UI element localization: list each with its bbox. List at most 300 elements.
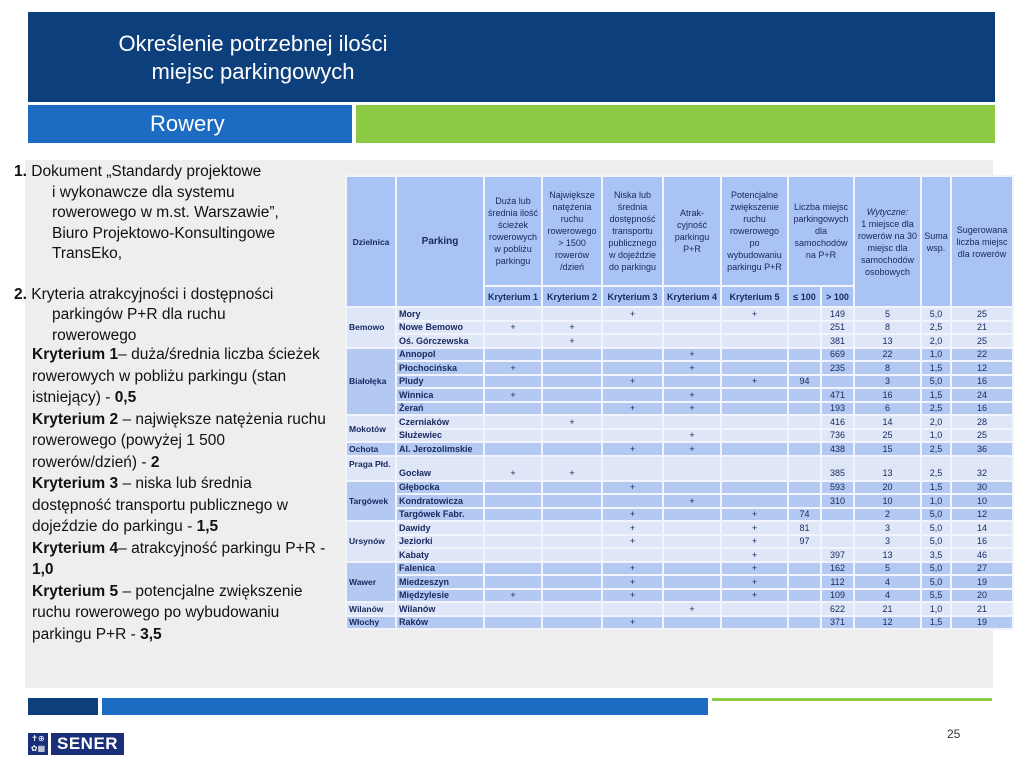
value-cell [663, 375, 721, 389]
criterion-weight: 1,0 [32, 561, 54, 578]
value-cell [663, 589, 721, 603]
parking-cell: Oś. Górczewska [396, 334, 484, 348]
section-label: Rowery [28, 105, 352, 143]
value-cell: + [663, 388, 721, 402]
value-cell: 162 [821, 562, 854, 576]
table-row [346, 521, 1013, 535]
value-cell [721, 348, 788, 362]
table-row [346, 348, 1013, 362]
value-cell: + [721, 589, 788, 603]
value-cell: 5,0 [921, 508, 951, 522]
value-cell: 1,0 [921, 602, 951, 616]
value-cell [542, 521, 602, 535]
text-line: Biuro Projektowo-Konsultingowe [52, 224, 276, 242]
value-cell: + [602, 535, 663, 549]
value-cell: 94 [788, 375, 821, 389]
value-cell: 10 [854, 494, 921, 508]
value-cell [484, 307, 542, 321]
value-cell [484, 616, 542, 630]
table-row [346, 442, 1013, 456]
value-cell [788, 321, 821, 335]
district-cell: Targówek [346, 481, 396, 522]
criterion-text: – potencjalne zwiększenie ruchu rowerowego po wybudowaniu parkingu P+R - [32, 582, 303, 643]
value-cell: 27 [951, 562, 1013, 576]
value-cell: + [721, 548, 788, 562]
text-line [14, 285, 334, 306]
table-row [346, 429, 1013, 443]
value-cell [788, 348, 821, 362]
criterion-weight: 3,5 [140, 625, 162, 643]
value-cell [721, 429, 788, 443]
value-cell: 14 [854, 415, 921, 429]
value-cell: + [484, 321, 542, 335]
value-cell [484, 562, 542, 576]
parking-cell: Winnica [396, 388, 484, 402]
value-cell [542, 548, 602, 562]
header-cell: Największe natężenia ruchu rowerowego > 1500 rowerów /dzień [542, 176, 602, 286]
value-cell [663, 508, 721, 522]
header-cell: Dzielnica [346, 176, 396, 307]
value-cell [542, 361, 602, 375]
value-cell: 46 [951, 548, 1013, 562]
value-cell: 28 [951, 415, 1013, 429]
table-row [346, 321, 1013, 335]
subheader-cell: Kryterium 2 [542, 286, 602, 307]
table-row [346, 415, 1013, 429]
value-cell: + [721, 508, 788, 522]
value-cell [602, 548, 663, 562]
value-cell: 12 [854, 616, 921, 630]
value-cell: 1,5 [921, 361, 951, 375]
value-cell [542, 388, 602, 402]
value-cell [721, 402, 788, 416]
criterion-text: – niska lub średnia dostępność transportu publicznego w dojeździe do parkingu - [32, 475, 288, 535]
table-row [346, 361, 1013, 375]
value-cell [602, 334, 663, 348]
value-cell [788, 307, 821, 321]
value-cell [721, 456, 788, 481]
value-cell [788, 494, 821, 508]
value-cell: 36 [951, 442, 1013, 456]
title-line: miejsc parkingowych [151, 59, 355, 84]
text-line [14, 162, 334, 183]
value-cell: + [721, 375, 788, 389]
value-cell [788, 602, 821, 616]
value-cell: + [721, 307, 788, 321]
value-cell [788, 481, 821, 495]
value-cell: 2,0 [921, 415, 951, 429]
table-row [346, 456, 1013, 481]
district-cell: Mokotów [346, 415, 396, 442]
value-cell: 22 [951, 348, 1013, 362]
table-row [346, 388, 1013, 402]
district-cell: Włochy [346, 616, 396, 630]
value-cell [663, 616, 721, 630]
value-cell: 2,5 [921, 402, 951, 416]
district-cell: Wilanów [346, 602, 396, 616]
table-row [346, 508, 1013, 522]
logo-text: SENER [51, 733, 124, 755]
value-cell: 20 [854, 481, 921, 495]
value-cell [602, 456, 663, 481]
value-cell: 25 [951, 429, 1013, 443]
value-cell [484, 521, 542, 535]
header-cell [854, 176, 921, 307]
value-cell: 385 [821, 456, 854, 481]
parking-cell: Al. Jerozolimskie [396, 442, 484, 456]
value-cell: 397 [821, 548, 854, 562]
value-cell: + [602, 589, 663, 603]
value-cell: + [542, 334, 602, 348]
value-cell [663, 307, 721, 321]
value-cell: + [602, 575, 663, 589]
value-cell [721, 361, 788, 375]
value-cell [484, 415, 542, 429]
parking-cell: Miedzeszyn [396, 575, 484, 589]
value-cell: + [484, 456, 542, 481]
value-cell: 97 [788, 535, 821, 549]
header-italic: Wytyczne: [866, 206, 909, 217]
criterion [32, 344, 334, 409]
value-cell [788, 548, 821, 562]
subheader-cell: Kryterium 5 [721, 286, 788, 307]
value-cell [721, 481, 788, 495]
value-cell [542, 508, 602, 522]
criterion-text: – duża/średnia liczba ścieżek rowerowych w pobliżu parkingu (stan istniejący) - [32, 346, 320, 406]
text-line: Dokument „Standardy projektowe [31, 163, 262, 180]
criterion-name: Kryterium 2 [32, 410, 119, 428]
value-cell [484, 494, 542, 508]
value-cell: 193 [821, 402, 854, 416]
criterion-weight: 1,5 [196, 518, 219, 535]
header-cell: Parking [396, 176, 484, 307]
district-cell: Białołęka [346, 348, 396, 416]
value-cell: 438 [821, 442, 854, 456]
value-cell: 2 [854, 508, 921, 522]
value-cell: + [602, 442, 663, 456]
value-cell: 5,0 [921, 562, 951, 576]
parking-cell: Annopol [396, 348, 484, 362]
value-cell [721, 442, 788, 456]
value-cell: 149 [821, 307, 854, 321]
value-cell: + [602, 521, 663, 535]
item-number: 1. [14, 163, 27, 180]
item-number: 2. [14, 285, 27, 303]
criterion-weight: 2 [150, 453, 160, 471]
parking-cell: Służewiec [396, 429, 484, 443]
table-row [346, 616, 1013, 630]
value-cell [542, 375, 602, 389]
value-cell: 74 [788, 508, 821, 522]
parking-cell: Falenica [396, 562, 484, 576]
value-cell [542, 616, 602, 630]
value-cell [602, 348, 663, 362]
value-cell: 5,0 [921, 521, 951, 535]
value-cell: 16 [854, 388, 921, 402]
table-row [346, 589, 1013, 603]
value-cell: + [602, 375, 663, 389]
value-cell: 2,5 [921, 442, 951, 456]
value-cell [663, 562, 721, 576]
criterion-name: Kryterium 3 [32, 475, 119, 492]
parking-cell: Mory [396, 307, 484, 321]
value-cell [542, 402, 602, 416]
value-cell [721, 334, 788, 348]
value-cell: + [721, 562, 788, 576]
value-cell [788, 616, 821, 630]
value-cell: 109 [821, 589, 854, 603]
criterion [32, 581, 334, 646]
value-cell [821, 375, 854, 389]
subheader-cell: Kryterium 1 [484, 286, 542, 307]
value-cell [602, 321, 663, 335]
value-cell: 1,0 [921, 429, 951, 443]
subheader-cell: ≤ 100 [788, 286, 821, 307]
criterion-text: – największe natężenia ruchu rowerowego (powyżej 1 500 rowerów/dzień) - [32, 410, 326, 471]
accent-bar [356, 105, 995, 143]
parking-cell: Czerniaków [396, 415, 484, 429]
title-line: Określenie potrzebnej ilości [118, 31, 388, 56]
value-cell [821, 508, 854, 522]
parking-cell: Żerań [396, 402, 484, 416]
value-cell: 32 [951, 456, 1013, 481]
value-cell: 1,0 [921, 348, 951, 362]
value-cell [484, 375, 542, 389]
value-cell: 6 [854, 402, 921, 416]
value-cell: + [602, 481, 663, 495]
page-title [88, 30, 418, 86]
value-cell [542, 562, 602, 576]
value-cell: 19 [951, 575, 1013, 589]
sener-logo [28, 733, 124, 755]
criterion-name: Kryterium 5 [32, 582, 119, 600]
table-row [346, 307, 1013, 321]
text-line: rowerowego w m.st. Warszawie”, [52, 204, 279, 221]
value-cell: + [484, 361, 542, 375]
value-cell: 3 [854, 535, 921, 549]
value-cell [788, 562, 821, 576]
value-cell: 16 [951, 535, 1013, 549]
value-cell [663, 456, 721, 481]
parking-cell: Nowe Bemowo [396, 321, 484, 335]
value-cell [484, 429, 542, 443]
value-cell: 13 [854, 456, 921, 481]
value-cell [484, 575, 542, 589]
value-cell [821, 535, 854, 549]
value-cell [788, 589, 821, 603]
value-cell: 593 [821, 481, 854, 495]
value-cell: + [484, 589, 542, 603]
value-cell [542, 494, 602, 508]
parking-cell: Dawidy [396, 521, 484, 535]
value-cell [542, 602, 602, 616]
value-cell: 3 [854, 521, 921, 535]
value-cell: + [602, 307, 663, 321]
value-cell: 19 [951, 616, 1013, 630]
header-cell: Niska lub średnia dostępność transportu publicznego w dojeździe do parkingu [602, 176, 663, 286]
value-cell: 13 [854, 334, 921, 348]
value-cell: 622 [821, 602, 854, 616]
parking-cell: Wilanów [396, 602, 484, 616]
value-cell [663, 548, 721, 562]
parking-table [345, 175, 1014, 630]
table-row [346, 481, 1013, 495]
value-cell: + [663, 348, 721, 362]
parking-cell: Jeziorki [396, 535, 484, 549]
value-cell: 5,0 [921, 375, 951, 389]
subheader-cell: Kryterium 4 [663, 286, 721, 307]
text-line: i wykonawcze dla systemu [52, 183, 235, 201]
parking-cell: Płochocińska [396, 361, 484, 375]
value-cell [788, 361, 821, 375]
value-cell [484, 481, 542, 495]
table-row [346, 494, 1013, 508]
footer-bar [28, 698, 98, 715]
text-line: rowerowego [52, 326, 137, 344]
value-cell: + [663, 494, 721, 508]
value-cell [484, 535, 542, 549]
value-cell: 21 [854, 602, 921, 616]
value-cell [542, 535, 602, 549]
value-cell: 235 [821, 361, 854, 375]
table-row [346, 375, 1013, 389]
parking-cell: Pludy [396, 375, 484, 389]
value-cell [484, 548, 542, 562]
value-cell [721, 321, 788, 335]
value-cell: + [663, 361, 721, 375]
value-cell [542, 348, 602, 362]
value-cell: 416 [821, 415, 854, 429]
logo-emblem-icon: ✝⊕ ✿▦ [28, 733, 48, 755]
value-cell: 10 [951, 494, 1013, 508]
table-row [346, 575, 1013, 589]
value-cell: 8 [854, 361, 921, 375]
value-cell: 22 [854, 348, 921, 362]
value-cell [788, 575, 821, 589]
value-cell: 1,5 [921, 616, 951, 630]
value-cell: + [602, 402, 663, 416]
value-cell: + [721, 521, 788, 535]
value-cell: + [602, 616, 663, 630]
criterion [32, 409, 334, 474]
value-cell: + [721, 535, 788, 549]
value-cell: 2,0 [921, 334, 951, 348]
header-text: 1 miejsce dla rowerów na 30 miejsc dla samochodów osobowych [857, 218, 918, 277]
value-cell [602, 494, 663, 508]
value-cell [602, 602, 663, 616]
parking-cell: Targówek Fabr. [396, 508, 484, 522]
parking-cell: Kabaty [396, 548, 484, 562]
criterion-text: – atrakcyjność parkingu P+R - [118, 539, 326, 557]
value-cell: 3,5 [921, 548, 951, 562]
value-cell [788, 429, 821, 443]
value-cell [788, 456, 821, 481]
value-cell: 5 [854, 307, 921, 321]
value-cell: 30 [951, 481, 1013, 495]
value-cell [788, 442, 821, 456]
value-cell: 371 [821, 616, 854, 630]
text-line: TransEko, [52, 245, 123, 262]
value-cell [663, 321, 721, 335]
value-cell [721, 602, 788, 616]
value-cell: 20 [951, 589, 1013, 603]
criterion-name: Kryterium 4 [32, 539, 119, 557]
value-cell [821, 521, 854, 535]
value-cell: + [721, 575, 788, 589]
parking-cell: Głębocka [396, 481, 484, 495]
value-cell [663, 334, 721, 348]
footer-bar [712, 698, 992, 701]
footer-bar [102, 698, 708, 715]
value-cell [484, 508, 542, 522]
header-cell: Liczba miejsc parkingowych dla samochodów na P+R [788, 176, 854, 286]
value-cell: 1,0 [921, 494, 951, 508]
text-line: parkingów P+R dla ruchu [52, 306, 226, 323]
value-cell: 21 [951, 321, 1013, 335]
value-cell: 736 [821, 429, 854, 443]
value-cell [602, 429, 663, 443]
district-cell: Ochota [346, 442, 396, 456]
table-row [346, 402, 1013, 416]
subheader-cell: Kryterium 3 [602, 286, 663, 307]
value-cell [542, 429, 602, 443]
criterion-name: Kryterium 1 [32, 346, 119, 363]
value-cell [484, 402, 542, 416]
value-cell: 25 [854, 429, 921, 443]
table-row [346, 548, 1013, 562]
value-cell: 13 [854, 548, 921, 562]
value-cell: 4 [854, 575, 921, 589]
value-cell: + [602, 508, 663, 522]
value-cell: 25 [951, 307, 1013, 321]
value-cell: 669 [821, 348, 854, 362]
value-cell [484, 442, 542, 456]
value-cell [663, 521, 721, 535]
value-cell: 2,5 [921, 321, 951, 335]
value-cell [663, 481, 721, 495]
header-cell: Duża lub średnia ilość ścieżek rowerowych w pobliżu parkingu [484, 176, 542, 286]
value-cell: 112 [821, 575, 854, 589]
value-cell [663, 575, 721, 589]
parking-cell: Międzylesie [396, 589, 484, 603]
value-cell: 24 [951, 388, 1013, 402]
value-cell [721, 388, 788, 402]
value-cell: 3 [854, 375, 921, 389]
value-cell [602, 388, 663, 402]
value-cell [721, 616, 788, 630]
value-cell [602, 415, 663, 429]
value-cell [542, 307, 602, 321]
value-cell: 5,0 [921, 575, 951, 589]
subheader-cell: > 100 [821, 286, 854, 307]
value-cell [788, 388, 821, 402]
value-cell [721, 494, 788, 508]
district-cell: Bemowo [346, 307, 396, 348]
header-cell: Sugerowana liczba miejsc dla rowerów [951, 176, 1013, 307]
header-cell: Atrak-cyjność parkingu P+R [663, 176, 721, 286]
value-cell [484, 602, 542, 616]
table-row [346, 562, 1013, 576]
value-cell [788, 415, 821, 429]
value-cell: 5,0 [921, 307, 951, 321]
district-cell: Wawer [346, 562, 396, 603]
value-cell: 14 [951, 521, 1013, 535]
value-cell [542, 575, 602, 589]
value-cell [602, 361, 663, 375]
value-cell: 2,5 [921, 456, 951, 481]
value-cell: 381 [821, 334, 854, 348]
page-number: 25 [947, 727, 961, 741]
